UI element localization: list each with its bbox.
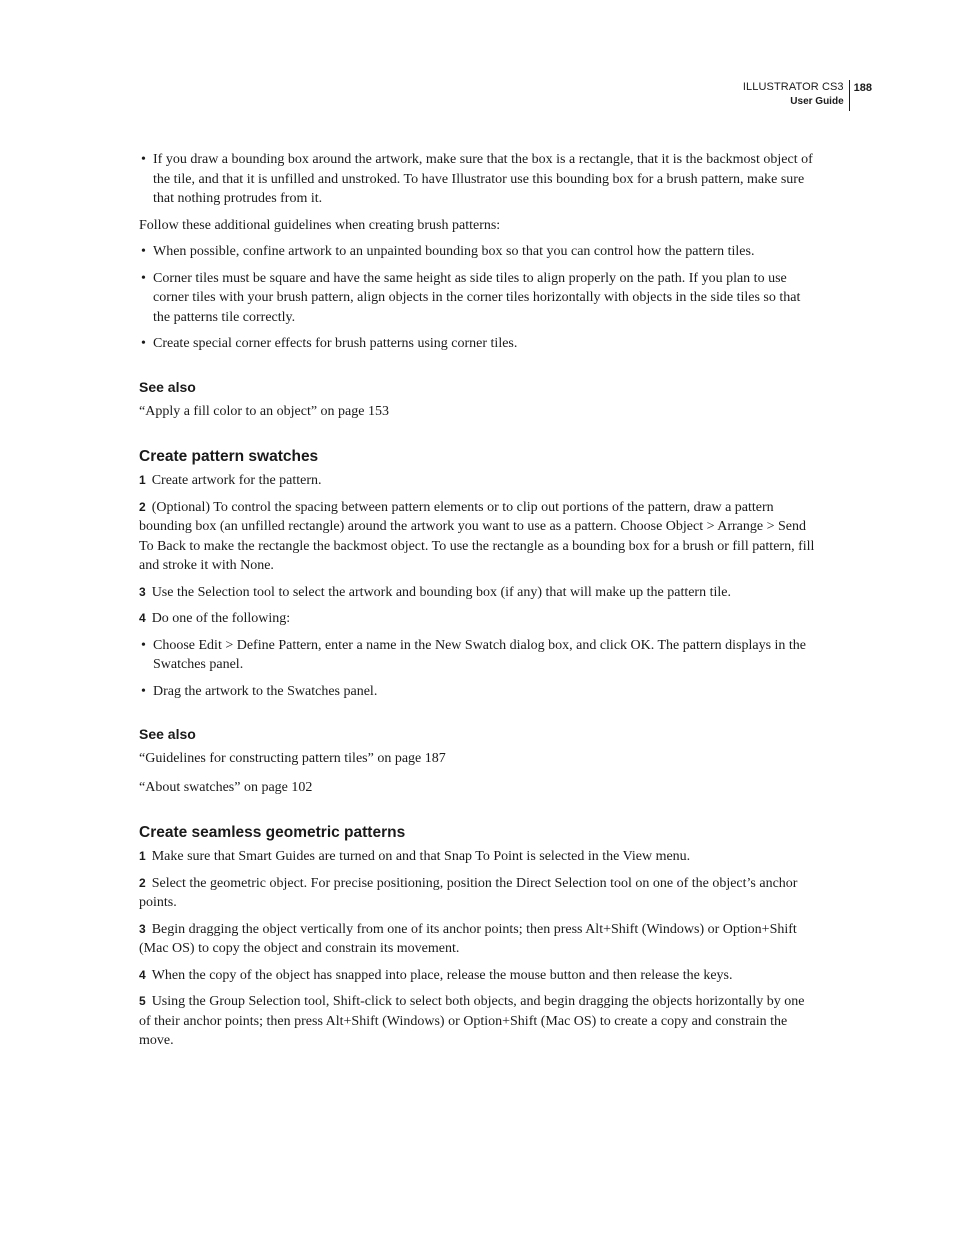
step (139, 471, 815, 491)
cross-reference-link[interactable]: “About swatches” on page 102 (139, 779, 313, 795)
list-item (139, 334, 815, 354)
bullet-icon: • (141, 244, 146, 259)
guidelines-intro: Follow these additional guidelines when creating brush patterns: (139, 217, 501, 233)
list-item (139, 682, 815, 702)
list-item (139, 636, 815, 675)
list-item (139, 269, 815, 328)
bullet-text: If you draw a bounding box around the artwork, make sure that the box is a rectangle, that it is the backmost object of the tile, and that it is unfilled and unstroked. To have Illustrator use this bounding box for a brush pattern, make sure that nothing protrudes from it. (153, 152, 813, 206)
section-title-seamless-patterns: Create seamless geometric patterns (139, 824, 406, 841)
header-product: ILLUSTRATOR CS3 (742, 81, 844, 93)
step (139, 498, 815, 576)
step-text: Begin dragging the object vertically from one of its anchor points; then press Alt+Shift (Windows) or Option+Shift (Mac OS) to copy the object and constrain its movement. (139, 921, 797, 956)
list-item (139, 242, 815, 262)
page-content (139, 150, 815, 1058)
step-number: 3 (139, 584, 146, 599)
step (139, 966, 815, 986)
bullet-text: Corner tiles must be square and have the same height as side tiles to align properly on the path. If you plan to use corner tiles with your brush pattern, align objects in the corner tiles horizontally with objects in the side tiles so that the patterns tile correctly. (153, 270, 801, 325)
step (139, 992, 815, 1051)
step (139, 583, 815, 603)
step-text: Do one of the following: (151, 611, 291, 626)
page-number: 188 (853, 82, 872, 94)
step (139, 847, 815, 867)
bullet-text: When possible, confine artwork to an unpainted bounding box so that you can control how the pattern tiles. (153, 244, 755, 259)
cross-reference-link[interactable]: “Guidelines for constructing pattern tiles” on page 187 (139, 751, 446, 766)
step-number: 5 (139, 994, 146, 1008)
list-item (139, 150, 815, 209)
step-text: (Optional) To control the spacing between pattern elements or to clip out portions of the pattern, draw a pattern bounding box (an unfilled rectangle) around the artwork you want to use as a pattern. Choose Object > Arrange > Send To Back to make the rectangle the backmost object. To use the rectangle as a bounding box for a brush or fill pattern, fill and stroke it with None. (139, 499, 815, 573)
header-guide: User Guide (790, 96, 844, 107)
step-number: 2 (139, 875, 146, 890)
step-text: Make sure that Smart Guides are turned on and that Snap To Point is selected in the View menu. (151, 849, 691, 864)
see-also-heading: See also (139, 726, 196, 742)
step-number: 4 (139, 611, 146, 625)
bullet-icon: • (141, 637, 146, 653)
step-number: 1 (139, 849, 146, 863)
step-text: When the copy of the object has snapped into place, release the mouse button and then release the keys. (151, 967, 733, 983)
bullet-icon: • (141, 683, 146, 699)
cross-reference-link[interactable]: “Apply a fill color to an object” on page 153 (139, 403, 389, 419)
bullet-text: Choose Edit > Define Pattern, enter a name in the New Swatch dialog box, and click OK. The pattern displays in the Swatches panel. (153, 637, 807, 672)
step (139, 920, 815, 959)
bullet-icon: • (141, 152, 146, 167)
step-text: Create artwork for the pattern. (151, 473, 322, 488)
step-text: Use the Selection tool to select the artwork and bounding box (if any) that will make up the pattern tile. (151, 584, 731, 600)
see-also-heading: See also (139, 378, 196, 395)
running-header (743, 80, 872, 111)
step (139, 609, 815, 629)
bullet-text: Create special corner effects for brush patterns using corner tiles. (153, 336, 518, 351)
header-text-block (743, 80, 850, 111)
bullet-text: Drag the artwork to the Swatches panel. (153, 683, 378, 699)
step-number: 4 (139, 967, 146, 982)
bullet-icon: • (141, 336, 146, 351)
step-number: 3 (139, 921, 146, 936)
bullet-icon: • (141, 270, 146, 286)
step-number: 1 (139, 473, 146, 487)
step-number: 2 (139, 499, 146, 514)
step-text: Select the geometric object. For precise positioning, position the Direct Selection tool on one of the object’s anchor points. (139, 875, 798, 910)
step (139, 874, 815, 913)
section-title-pattern-swatches: Create pattern swatches (139, 448, 319, 465)
step-text: Using the Group Selection tool, Shift-click to select both objects, and begin dragging the objects horizontally by one of their anchor points; then press Alt+Shift (Windows) or Option+Shift (Mac OS) to create a copy and constrain the move. (139, 994, 805, 1048)
